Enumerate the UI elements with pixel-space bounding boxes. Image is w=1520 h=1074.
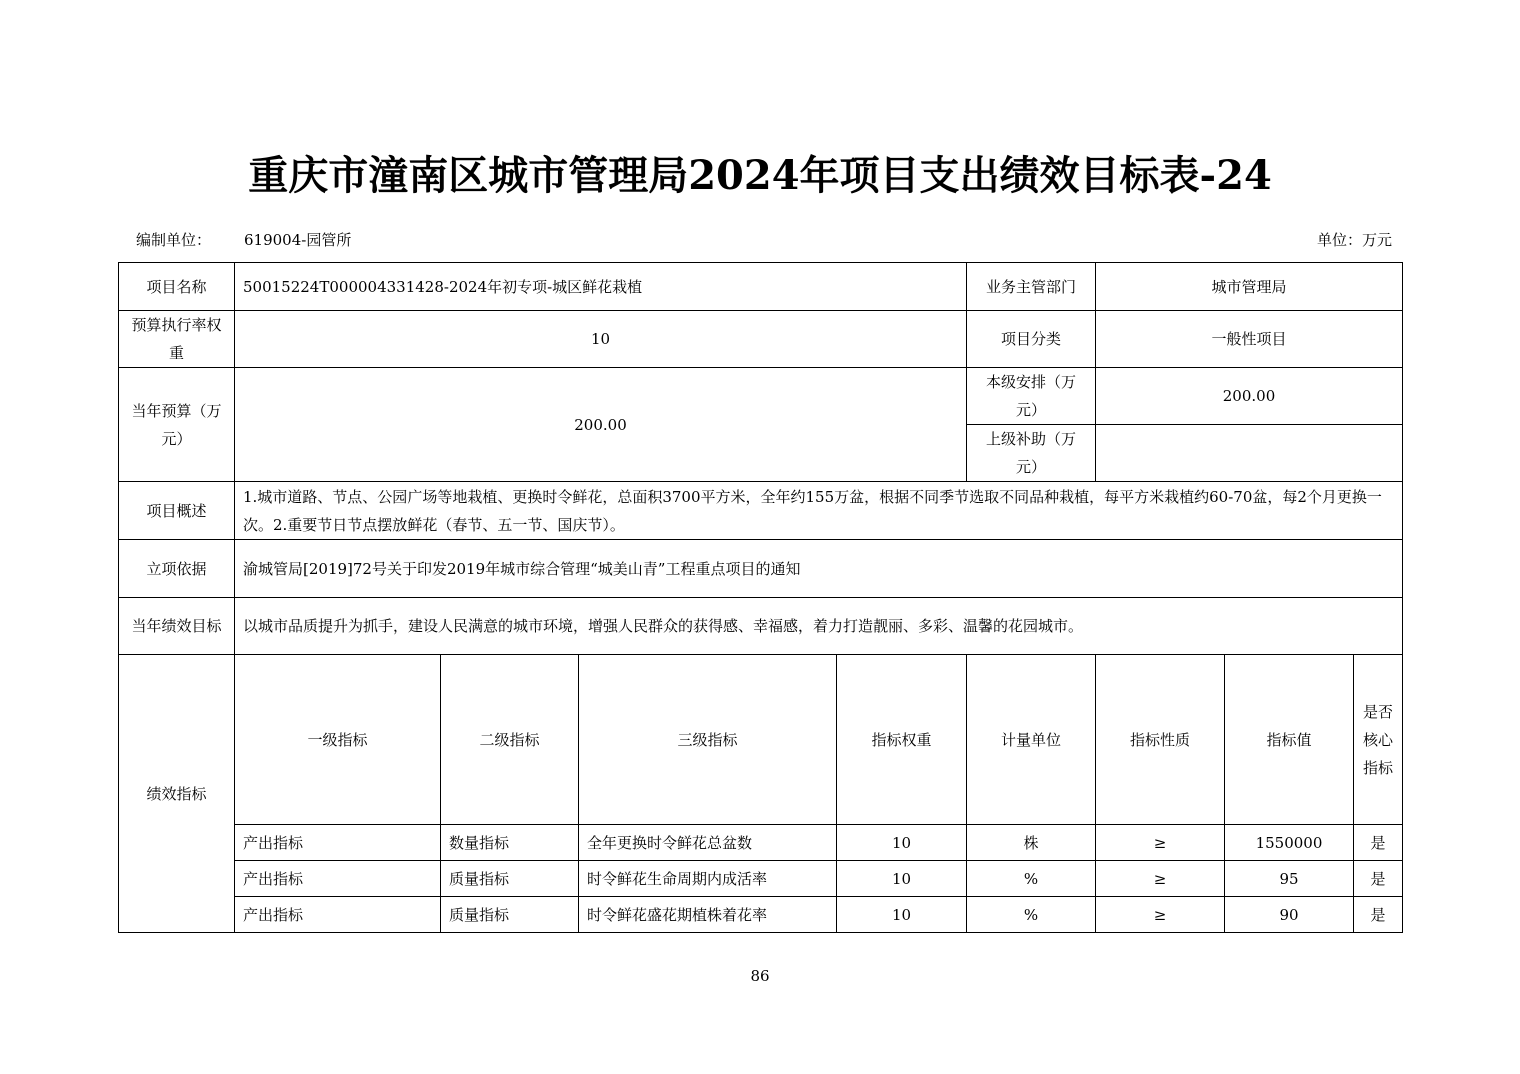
row1-level3: 全年更换时令鲜花总盆数 (579, 825, 837, 861)
category-label: 项目分类 (967, 311, 1096, 368)
project-name-value: 50015224T000004331428-2024年初专项-城区鲜花栽植 (235, 263, 967, 311)
row3-unit: % (967, 897, 1096, 933)
header-level2: 二级指标 (441, 655, 579, 825)
overview-value: 1.城市道路、节点、公园广场等地栽植、更换时令鲜花，总面积3700平方米，全年约155万盆，根据不同季节选取不同品种栽植，每平方米栽植约60-70盆，每2个月更换一次。2.重要节日节点摆放鲜花（春节、五一节、国庆节）。 (235, 482, 1403, 540)
table-row (119, 861, 1403, 897)
table-row (119, 825, 1403, 861)
row-goal (119, 598, 1403, 655)
prepared-by-value: 619004-园管所 (244, 231, 352, 249)
row-budget (119, 368, 1403, 425)
row1-unit: 株 (967, 825, 1096, 861)
page-title: 重庆市潼南区城市管理局2024年项目支出绩效目标表-24 (248, 152, 1272, 199)
dept-label: 业务主管部门 (967, 263, 1096, 311)
row-project-name (119, 263, 1403, 311)
row2-level2: 质量指标 (441, 861, 579, 897)
row2-weight: 10 (837, 861, 967, 897)
budget-value: 200.00 (235, 368, 967, 482)
header-weight: 指标权重 (837, 655, 967, 825)
row3-is-core: 是 (1354, 897, 1403, 933)
local-funding-value: 200.00 (1096, 368, 1403, 425)
row2-is-core: 是 (1354, 861, 1403, 897)
page-number: 86 (750, 967, 770, 985)
header-level3: 三级指标 (579, 655, 837, 825)
row1-level1: 产出指标 (235, 825, 441, 861)
goal-label: 当年绩效目标 (119, 598, 235, 655)
weight-label: 预算执行率权重 (119, 311, 235, 368)
budget-label: 当年预算（万元） (119, 368, 235, 482)
overview-label: 项目概述 (119, 482, 235, 540)
local-funding-label: 本级安排（万元） (967, 368, 1096, 425)
indicator-header-row (119, 655, 1403, 825)
row2-level1: 产出指标 (235, 861, 441, 897)
currency-unit: 单位：万元 (1316, 231, 1392, 249)
row3-level3: 时令鲜花盛花期植株着花率 (579, 897, 837, 933)
weight-value: 10 (235, 311, 967, 368)
performance-table (118, 262, 1403, 933)
table-row (119, 897, 1403, 933)
row2-level3: 时令鲜花生命周期内成活率 (579, 861, 837, 897)
row2-nature: ≥ (1096, 861, 1225, 897)
row2-value: 95 (1225, 861, 1354, 897)
row3-weight: 10 (837, 897, 967, 933)
row3-level1: 产出指标 (235, 897, 441, 933)
row-basis (119, 540, 1403, 598)
row3-nature: ≥ (1096, 897, 1225, 933)
prepared-by-label: 编制单位： (136, 231, 212, 249)
row1-nature: ≥ (1096, 825, 1225, 861)
row-weight (119, 311, 1403, 368)
basis-label: 立项依据 (119, 540, 235, 598)
row3-value: 90 (1225, 897, 1354, 933)
dept-value: 城市管理局 (1096, 263, 1403, 311)
basis-value: 渝城管局[2019]72号关于印发2019年城市综合管理“城美山青”工程重点项目的通知 (235, 540, 1403, 598)
row1-value: 1550000 (1225, 825, 1354, 861)
row1-is-core: 是 (1354, 825, 1403, 861)
goal-value: 以城市品质提升为抓手，建设人民满意的城市环境，增强人民群众的获得感、幸福感，着力打造靓丽、多彩、温馨的花园城市。 (235, 598, 1403, 655)
header-nature: 指标性质 (1096, 655, 1225, 825)
row2-unit: % (967, 861, 1096, 897)
row3-level2: 质量指标 (441, 897, 579, 933)
row-overview (119, 482, 1403, 540)
subsidy-value (1096, 425, 1403, 482)
header-value: 指标值 (1225, 655, 1354, 825)
row1-level2: 数量指标 (441, 825, 579, 861)
header-unit: 计量单位 (967, 655, 1096, 825)
subsidy-label: 上级补助（万元） (967, 425, 1096, 482)
header-level1: 一级指标 (235, 655, 441, 825)
indicators-section-label: 绩效指标 (119, 655, 235, 933)
category-value: 一般性项目 (1096, 311, 1403, 368)
header-is-core: 是否核心指标 (1354, 655, 1403, 825)
row1-weight: 10 (837, 825, 967, 861)
project-name-label: 项目名称 (119, 263, 235, 311)
